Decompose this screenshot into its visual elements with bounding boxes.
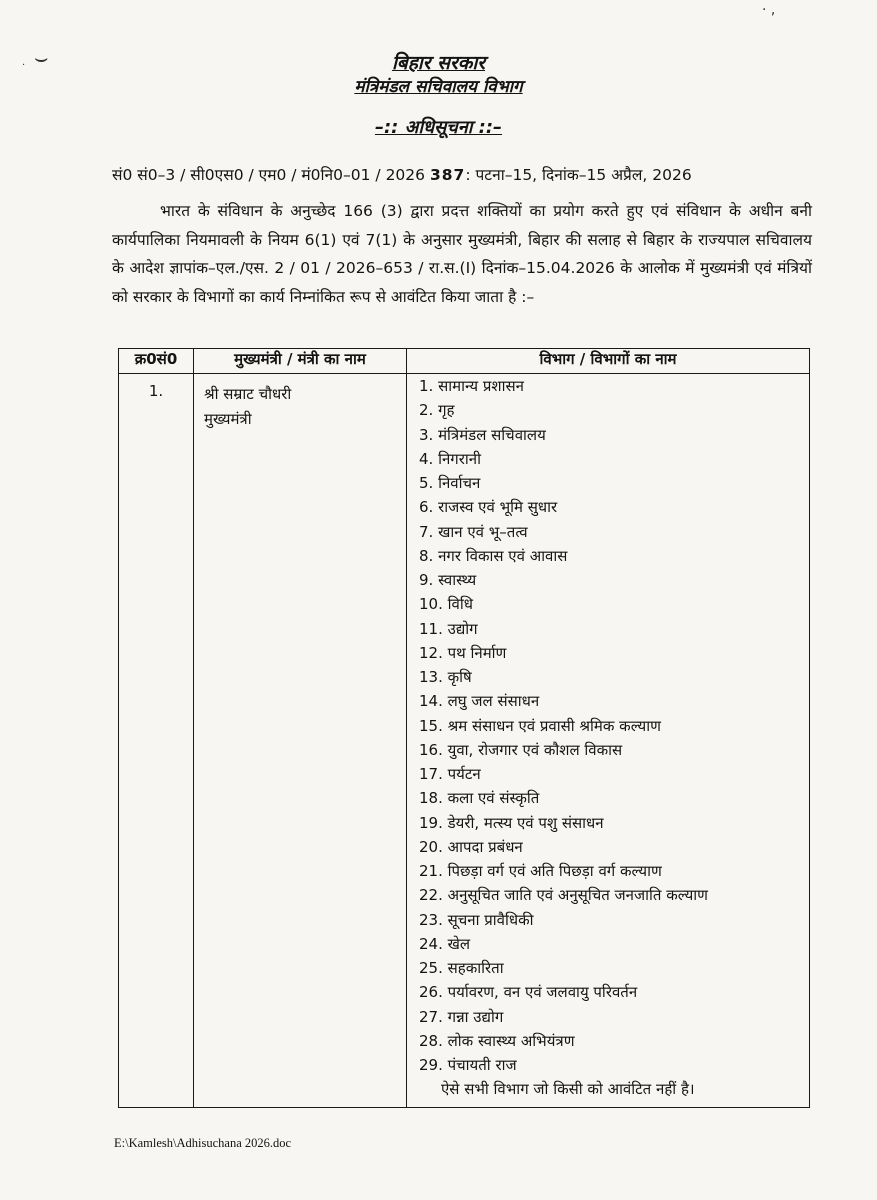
file-path-footer: E:\Kamlesh\Adhisuchana 2026.doc — [114, 1136, 292, 1150]
list-item: 16. युवा, रोजगार एवं कौशल विकास — [419, 740, 623, 759]
list-item: 22. अनुसूचित जाति एवं अनुसूचित जनजाति कल्याण — [419, 886, 709, 905]
list-item: 12. पथ निर्माण — [419, 643, 507, 662]
unallocated-note: ऐसे सभी विभाग जो किसी को आवंटित नहीं है। — [441, 1080, 695, 1099]
list-item: 23. सूचना प्रावैधिकी — [419, 910, 534, 929]
list-item: 11. उद्योग — [419, 619, 478, 638]
minister-header: मुख्यमंत्री / मंत्री का नाम — [194, 349, 407, 374]
list-item: 7. खान एवं भू–तत्व — [419, 522, 528, 541]
list-item: 24. खेल — [419, 934, 471, 953]
list-item: 18. कला एवं संस्कृति — [419, 789, 540, 808]
reference-line — [112, 163, 812, 185]
scan-mark-right: · , — [762, 2, 776, 18]
minister-cell — [194, 374, 407, 1108]
list-item: 17. पर्यटन — [419, 765, 481, 783]
department-header: विभाग / विभागों का नाम — [407, 349, 810, 374]
list-item: 21. पिछड़ा वर्ग एवं अति पिछड़ा वर्ग कल्याण — [419, 862, 662, 880]
list-item: 15. श्रम संसाधन एवं प्रवासी श्रमिक कल्याण — [419, 716, 661, 735]
list-item: 8. नगर विकास एवं आवास — [419, 546, 568, 565]
department-heading: मंत्रिमंडल सचिवालय विभाग — [354, 77, 523, 97]
handwritten-number: 387 — [429, 166, 466, 184]
minister-role: मुख्यमंत्री — [204, 410, 252, 428]
place-date: : पटना–15, दिनांक–15 अप्रैल, 2026 — [465, 166, 692, 184]
list-item: 29. पंचायती राज — [419, 1056, 517, 1074]
list-item: 20. आपदा प्रबंधन — [419, 837, 523, 856]
scan-mark-left: ⌣ — [34, 46, 49, 71]
list-item: 14. लघु जल संसाधन — [419, 692, 540, 711]
list-item: 10. विधि — [419, 595, 473, 614]
list-item: 9. स्वास्थ्य — [419, 571, 477, 589]
serial-cell: 1. — [119, 374, 194, 1108]
list-item: 1. सामान्य प्रशासन — [419, 377, 524, 395]
allocation-table — [118, 348, 810, 1108]
list-item: 19. डेयरी, मत्स्य एवं पशु संसाधन — [419, 813, 604, 832]
table-header-row — [119, 349, 810, 374]
list-item: 2. गृह — [419, 401, 455, 420]
list-item: 5. निर्वाचन — [419, 474, 481, 492]
list-item: 25. सहकारिता — [419, 959, 504, 977]
list-item: 27. गन्ना उद्योग — [419, 1007, 504, 1026]
serial-header: क्र0सं0 — [119, 349, 194, 374]
list-item: 13. कृषि — [419, 668, 472, 686]
department-list — [419, 374, 809, 1077]
list-item: 26. पर्यावरण, वन एवं जलवायु परिवर्तन — [419, 983, 638, 1002]
list-item: 4. निगरानी — [419, 449, 481, 468]
notice-title: –:: अधिसूचना ::– — [374, 117, 503, 138]
list-item: 3. मंत्रिमंडल सचिवालय — [419, 425, 546, 444]
body-paragraph: भारत के संविधान के अनुच्छेद 166 (3) द्वारा प्रदत्त शक्तियों का प्रयोग करते हुए एवं संविधान के अधीन बनी कार्यपालिका नियमावली के नियम 6(1) एवं 7(1) के अनुसार मुख्यमंत्री, बिहार की सलाह से बिहार के राज्यपाल सचिवालय के आदेश ज्ञापांक–एल./एस. 2 / 01 / 2026–653 / रा.स.(I) दिनांक–15.04.2026 के आलोक में मुख्यमंत्री एवं मंत्रियों को सरकार के विभागों का कार्य निम्नांकित रूप से आवंटित किया जाता है :– — [112, 202, 812, 306]
reference-number: सं0 सं0–3 / सी0एस0 / एम0 / मं0नि0–01 / 2026 — [112, 166, 426, 184]
list-item: 28. लोक स्वास्थ्य अभियंत्रण — [419, 1031, 575, 1050]
scan-mark-left-dot: · — [22, 60, 26, 71]
table-row — [119, 374, 810, 1108]
government-heading: बिहार सरकार — [391, 52, 486, 74]
list-item: 6. राजस्व एवं भूमि सुधार — [419, 498, 558, 517]
departments-cell — [407, 374, 810, 1108]
minister-name: श्री सम्राट चौधरी — [204, 385, 292, 403]
